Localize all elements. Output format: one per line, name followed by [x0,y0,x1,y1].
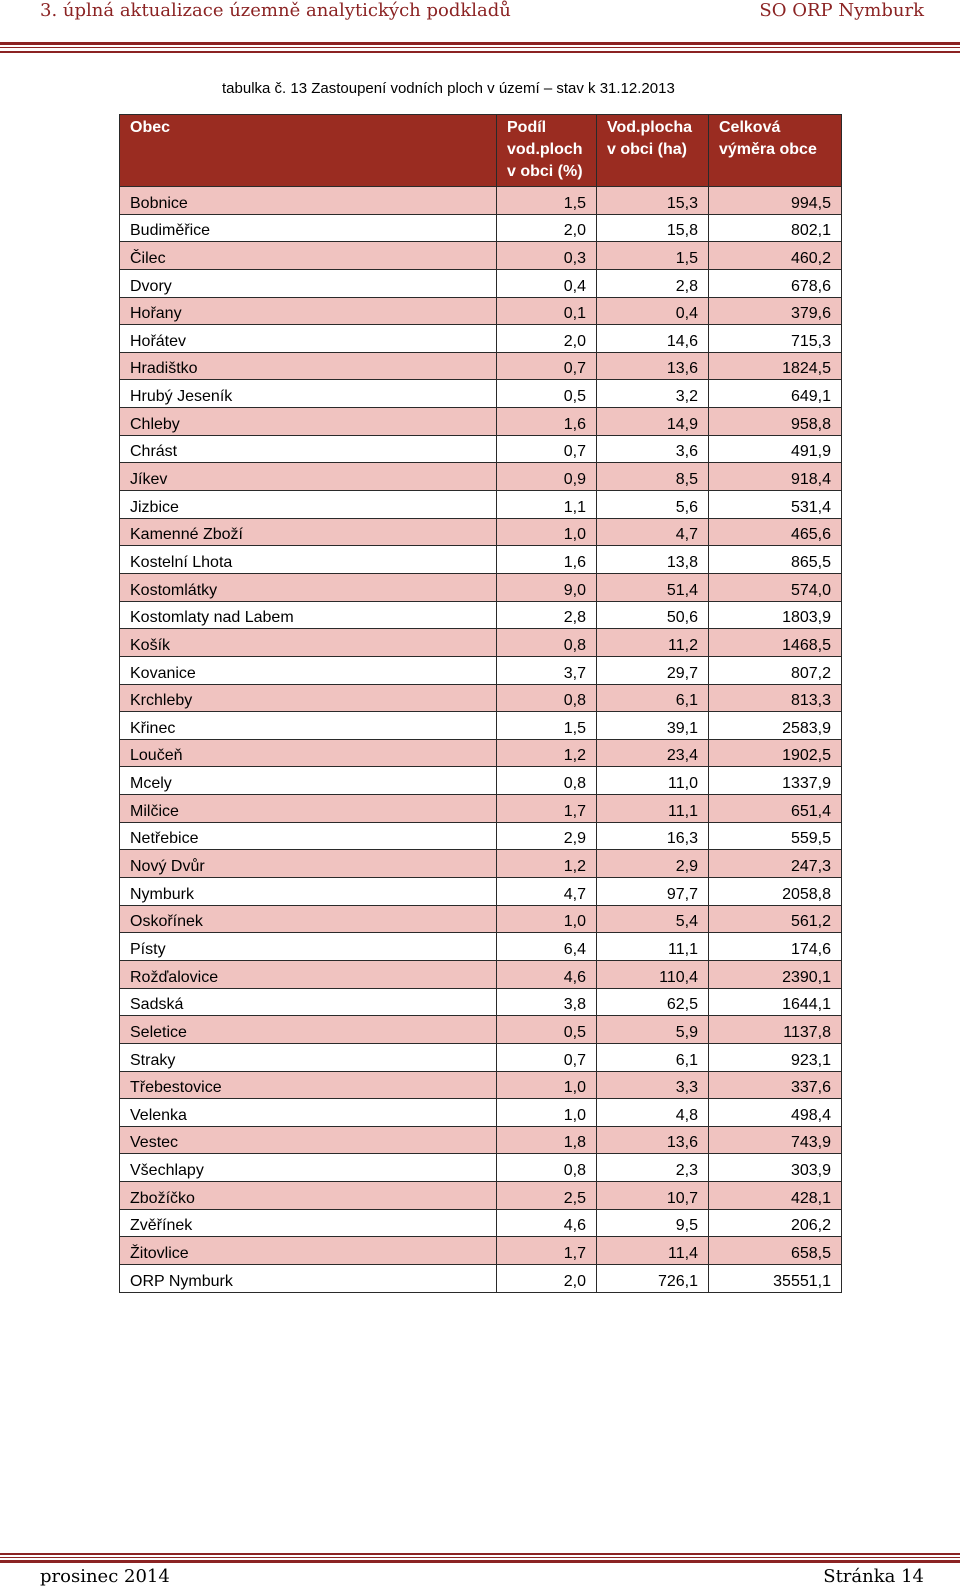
cell-vymera: 651,4 [709,795,842,823]
cell-vymera: 1803,9 [709,601,842,629]
table-row [120,408,842,436]
table-row [120,656,842,684]
cell-plocha: 62,5 [597,988,709,1016]
cell-podil: 1,5 [497,712,597,740]
cell-vymera: 813,3 [709,684,842,712]
cell-podil: 1,6 [497,408,597,436]
header-divider [0,51,960,53]
cell-obec: Dvory [120,269,497,297]
cell-obec: Jíkev [120,463,497,491]
cell-podil: 3,8 [497,988,597,1016]
cell-obec: Jizbice [120,491,497,519]
cell-obec: Křinec [120,712,497,740]
cell-plocha: 2,3 [597,1154,709,1182]
table-row [120,463,842,491]
footer-divider [0,1560,960,1563]
cell-obec: Oskořínek [120,905,497,933]
table-header-row [120,115,842,187]
cell-obec: Bobnice [120,187,497,215]
table-row [120,1237,842,1265]
cell-podil: 3,7 [497,656,597,684]
cell-plocha: 5,6 [597,491,709,519]
cell-podil: 4,7 [497,878,597,906]
page-number: Stránka 14 [823,1566,924,1587]
cell-obec: Sadská [120,988,497,1016]
column-header-podil: Podíl vod.ploch v obci (%) [497,115,597,187]
cell-obec: Rožďalovice [120,960,497,988]
cell-plocha: 1,5 [597,242,709,270]
table-caption: tabulka č. 13 Zastoupení vodních ploch v území – stav k 31.12.2013 [222,80,675,97]
footer-divider [0,1553,960,1555]
cell-podil: 2,0 [497,325,597,353]
cell-vymera: 303,9 [709,1154,842,1182]
cell-podil: 1,2 [497,739,597,767]
cell-podil: 0,1 [497,297,597,325]
table-row [120,242,842,270]
cell-podil: 1,0 [497,905,597,933]
table-row [120,1071,842,1099]
header-divider [0,42,960,45]
cell-vymera: 649,1 [709,380,842,408]
cell-vymera: 491,9 [709,435,842,463]
water-areas-table [119,114,842,1293]
cell-vymera: 807,2 [709,656,842,684]
cell-obec: Vestec [120,1126,497,1154]
table-row [120,1016,842,1044]
cell-plocha: 14,9 [597,408,709,436]
cell-obec: Hořátev [120,325,497,353]
cell-vymera: 460,2 [709,242,842,270]
table-row [120,1099,842,1127]
table-row [120,187,842,215]
cell-obec: Košík [120,629,497,657]
cell-obec: Všechlapy [120,1154,497,1182]
table-row [120,1154,842,1182]
cell-podil: 0,7 [497,352,597,380]
table-row [120,795,842,823]
cell-plocha: 110,4 [597,960,709,988]
cell-plocha: 39,1 [597,712,709,740]
table-row [120,988,842,1016]
cell-plocha: 10,7 [597,1182,709,1210]
cell-plocha: 15,8 [597,214,709,242]
cell-vymera: 35551,1 [709,1264,842,1292]
cell-obec: Straky [120,1043,497,1071]
page-footer [40,1566,924,1590]
cell-vymera: 247,3 [709,850,842,878]
cell-plocha: 2,8 [597,269,709,297]
cell-podil: 1,1 [497,491,597,519]
table-body [120,187,842,1293]
cell-plocha: 2,9 [597,850,709,878]
table-row [120,712,842,740]
table-row [120,380,842,408]
cell-vymera: 337,6 [709,1071,842,1099]
cell-vymera: 206,2 [709,1209,842,1237]
cell-plocha: 3,2 [597,380,709,408]
cell-plocha: 4,8 [597,1099,709,1127]
cell-obec: ORP Nymburk [120,1264,497,1292]
table-row [120,850,842,878]
table-row [120,491,842,519]
footer-divider [0,1557,960,1558]
table-row [120,518,842,546]
cell-plocha: 50,6 [597,601,709,629]
cell-vymera: 1137,8 [709,1016,842,1044]
cell-plocha: 15,3 [597,187,709,215]
cell-podil: 0,9 [497,463,597,491]
cell-obec: Milčice [120,795,497,823]
cell-vymera: 1468,5 [709,629,842,657]
cell-podil: 1,5 [497,187,597,215]
cell-obec: Kamenné Zboží [120,518,497,546]
table-row [120,435,842,463]
cell-podil: 0,5 [497,1016,597,1044]
cell-podil: 0,7 [497,1043,597,1071]
column-header-plocha: Vod.plocha v obci (ha) [597,115,709,187]
organization-name: SO ORP Nymburk [759,0,924,21]
cell-podil: 9,0 [497,573,597,601]
table-row [120,684,842,712]
cell-vymera: 379,6 [709,297,842,325]
cell-obec: Nový Dvůr [120,850,497,878]
cell-podil: 1,0 [497,1071,597,1099]
cell-podil: 0,8 [497,629,597,657]
cell-obec: Chleby [120,408,497,436]
cell-vymera: 994,5 [709,187,842,215]
cell-obec: Hrubý Jeseník [120,380,497,408]
cell-plocha: 6,1 [597,1043,709,1071]
cell-vymera: 559,5 [709,822,842,850]
table-row [120,573,842,601]
cell-obec: Zbožíčko [120,1182,497,1210]
cell-obec: Hořany [120,297,497,325]
cell-podil: 0,8 [497,767,597,795]
cell-podil: 2,8 [497,601,597,629]
cell-obec: Krchleby [120,684,497,712]
cell-plocha: 51,4 [597,573,709,601]
cell-plocha: 29,7 [597,656,709,684]
table-row [120,1043,842,1071]
cell-obec: Kovanice [120,656,497,684]
cell-obec: Nymburk [120,878,497,906]
cell-podil: 1,0 [497,518,597,546]
cell-vymera: 1644,1 [709,988,842,1016]
cell-plocha: 23,4 [597,739,709,767]
cell-podil: 0,8 [497,684,597,712]
cell-vymera: 561,2 [709,905,842,933]
table-row [120,822,842,850]
cell-plocha: 5,4 [597,905,709,933]
cell-plocha: 4,7 [597,518,709,546]
cell-podil: 2,9 [497,822,597,850]
cell-podil: 0,8 [497,1154,597,1182]
cell-podil: 1,8 [497,1126,597,1154]
cell-vymera: 1337,9 [709,767,842,795]
cell-podil: 0,3 [497,242,597,270]
cell-vymera: 1824,5 [709,352,842,380]
cell-podil: 1,6 [497,546,597,574]
cell-vymera: 1902,5 [709,739,842,767]
table-row [120,739,842,767]
cell-obec: Kostomlaty nad Labem [120,601,497,629]
header-divider [0,47,960,48]
table-row [120,601,842,629]
table-row [120,933,842,961]
cell-plocha: 14,6 [597,325,709,353]
cell-obec: Kostelní Lhota [120,546,497,574]
cell-vymera: 574,0 [709,573,842,601]
table-row [120,297,842,325]
cell-obec: Písty [120,933,497,961]
table-row [120,960,842,988]
cell-obec: Velenka [120,1099,497,1127]
cell-vymera: 465,6 [709,518,842,546]
page-header [40,0,924,26]
cell-vymera: 865,5 [709,546,842,574]
table-row [120,546,842,574]
cell-plocha: 11,0 [597,767,709,795]
cell-plocha: 6,1 [597,684,709,712]
column-header-obec: Obec [120,115,497,187]
table-row [120,325,842,353]
cell-vymera: 715,3 [709,325,842,353]
cell-vymera: 2390,1 [709,960,842,988]
cell-vymera: 531,4 [709,491,842,519]
cell-plocha: 11,1 [597,933,709,961]
cell-obec: Kostomlátky [120,573,497,601]
cell-podil: 4,6 [497,960,597,988]
cell-podil: 2,0 [497,1264,597,1292]
cell-plocha: 11,1 [597,795,709,823]
table-row [120,905,842,933]
column-header-vymera: Celková výměra obce [709,115,842,187]
cell-podil: 6,4 [497,933,597,961]
cell-plocha: 0,4 [597,297,709,325]
table-row [120,214,842,242]
cell-podil: 1,0 [497,1099,597,1127]
cell-vymera: 498,4 [709,1099,842,1127]
cell-vymera: 678,6 [709,269,842,297]
cell-plocha: 8,5 [597,463,709,491]
table-row [120,1182,842,1210]
cell-podil: 0,5 [497,380,597,408]
cell-plocha: 9,5 [597,1209,709,1237]
cell-podil: 2,5 [497,1182,597,1210]
cell-plocha: 11,2 [597,629,709,657]
cell-podil: 2,0 [497,214,597,242]
cell-obec: Netřebice [120,822,497,850]
cell-vymera: 802,1 [709,214,842,242]
table-row [120,1126,842,1154]
cell-plocha: 13,6 [597,1126,709,1154]
cell-plocha: 5,9 [597,1016,709,1044]
cell-obec: Žitovlice [120,1237,497,1265]
cell-plocha: 16,3 [597,822,709,850]
cell-plocha: 11,4 [597,1237,709,1265]
cell-obec: Čilec [120,242,497,270]
cell-plocha: 97,7 [597,878,709,906]
cell-vymera: 428,1 [709,1182,842,1210]
cell-podil: 1,2 [497,850,597,878]
cell-vymera: 174,6 [709,933,842,961]
cell-podil: 1,7 [497,795,597,823]
cell-obec: Hradištko [120,352,497,380]
cell-obec: Budiměřice [120,214,497,242]
cell-vymera: 743,9 [709,1126,842,1154]
cell-podil: 0,7 [497,435,597,463]
table-row [120,352,842,380]
cell-plocha: 13,6 [597,352,709,380]
cell-vymera: 958,8 [709,408,842,436]
cell-obec: Seletice [120,1016,497,1044]
cell-vymera: 2583,9 [709,712,842,740]
cell-plocha: 3,3 [597,1071,709,1099]
cell-plocha: 13,8 [597,546,709,574]
table-row [120,1264,842,1292]
cell-vymera: 2058,8 [709,878,842,906]
cell-podil: 0,4 [497,269,597,297]
table-row [120,767,842,795]
table-row [120,269,842,297]
table-row [120,1209,842,1237]
cell-vymera: 923,1 [709,1043,842,1071]
cell-podil: 4,6 [497,1209,597,1237]
cell-obec: Chrást [120,435,497,463]
document-title: 3. úplná aktualizace územně analytických podkladů [40,0,511,21]
cell-obec: Loučeň [120,739,497,767]
footer-date: prosinec 2014 [40,1566,170,1587]
cell-vymera: 658,5 [709,1237,842,1265]
cell-plocha: 3,6 [597,435,709,463]
table-row [120,629,842,657]
cell-plocha: 726,1 [597,1264,709,1292]
cell-vymera: 918,4 [709,463,842,491]
table-row [120,878,842,906]
cell-obec: Třebestovice [120,1071,497,1099]
cell-obec: Zvěřínek [120,1209,497,1237]
cell-podil: 1,7 [497,1237,597,1265]
cell-obec: Mcely [120,767,497,795]
